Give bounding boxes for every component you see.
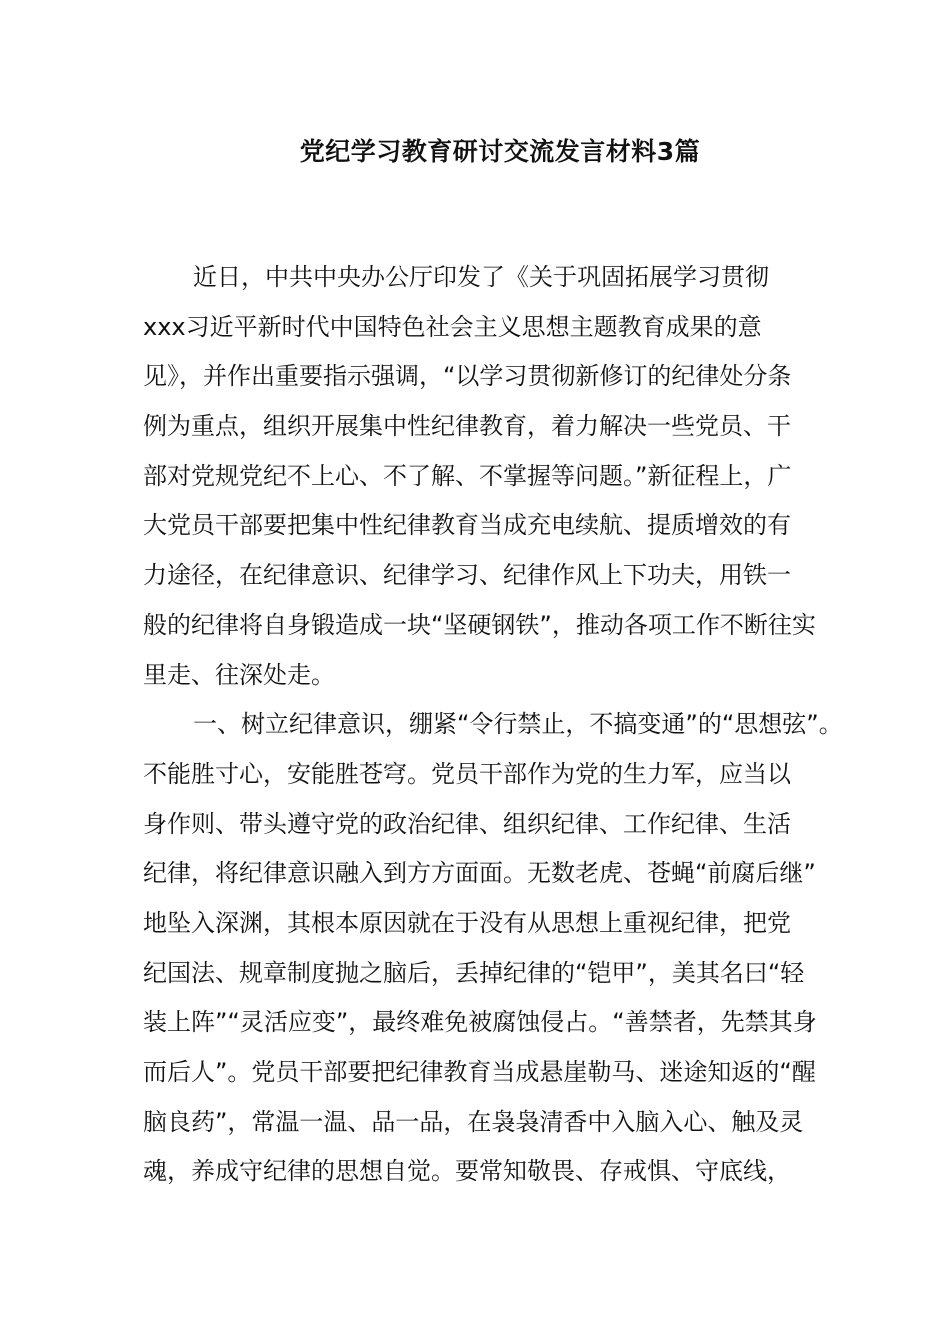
- paragraph-1-line-4: 例为重点，组织开展集中性纪律教育，着力解决一些党员、干: [143, 412, 791, 441]
- paragraph-1-line-7: 力途径，在纪律意识、纪律学习、纪律作风上下功夫，用铁一: [143, 561, 791, 590]
- paragraph-2-line-2: 不能胜寸心，安能胜苍穹。党员干部作为党的生力军，应当以: [143, 759, 791, 788]
- paragraph-1-line-8: 般的纪律将自身锻造成一块“坚硬钢铁”，推动各项工作不断往实: [143, 610, 816, 639]
- paragraph-2-line-6: 纪国法、规章制度抛之脑后，丢掉纪律的“铠甲”，美其名曰“轻: [143, 958, 805, 987]
- paragraph-1-line-5: 部对党规党纪不上心、不了解、不掌握等问题。”新征程上，广: [143, 461, 792, 490]
- paragraph-2-line-4: 纪律，将纪律意识融入到方方面面。无数老虎、苍蝇“前腐后继”: [143, 859, 816, 888]
- paragraph-2-line-1: 一、树立纪律意识，绷紧“令行禁止，不搞变通”的“思想弦”。: [193, 710, 843, 739]
- paragraph-2-line-9: 脑良药”，常温一温、品一品，在袅袅清香中入脑入心、触及灵: [143, 1107, 804, 1136]
- paragraph-2-line-3: 身作则、带头遵守党的政治纪律、组织纪律、工作纪律、生活: [143, 809, 791, 838]
- paragraph-1-line-9: 里走、往深处走。: [143, 660, 335, 689]
- document-body: [143, 253, 843, 1197]
- paragraph-2-line-8: 而后人”。党员干部要把纪律教育当成悬崖勒马、迷途知返的“醒: [143, 1058, 816, 1086]
- paragraph-1-line-1: 近日，中共中央办公厅印发了《关于巩固拓展学习贯彻: [193, 263, 769, 291]
- paragraph-2-line-5: 地坠入深渊，其根本原因就在于没有从思想上重视纪律，把党: [143, 908, 791, 937]
- paragraph-1-line-3: 见》，并作出重要指示强调，“以学习贯彻新修订的纪律处分条: [143, 362, 792, 391]
- document-title: 党纪学习教育研讨交流发言材料3篇: [299, 137, 701, 166]
- paragraph-1-line-6: 大党员干部要把集中性纪律教育当成充电续航、提质增效的有: [143, 511, 791, 540]
- paragraph-1-line-2: xxx习近平新时代中国特色社会主义思想主题教育成果的意: [143, 312, 762, 341]
- paragraph-2-line-10: 魂，养成守纪律的思想自觉。要常知敬畏、存戒惧、守底线，: [143, 1157, 791, 1186]
- paragraph-2-line-7: 装上阵”“灵活应变”，最终难免被腐蚀侵占。“善禁者，先禁其身: [143, 1008, 817, 1037]
